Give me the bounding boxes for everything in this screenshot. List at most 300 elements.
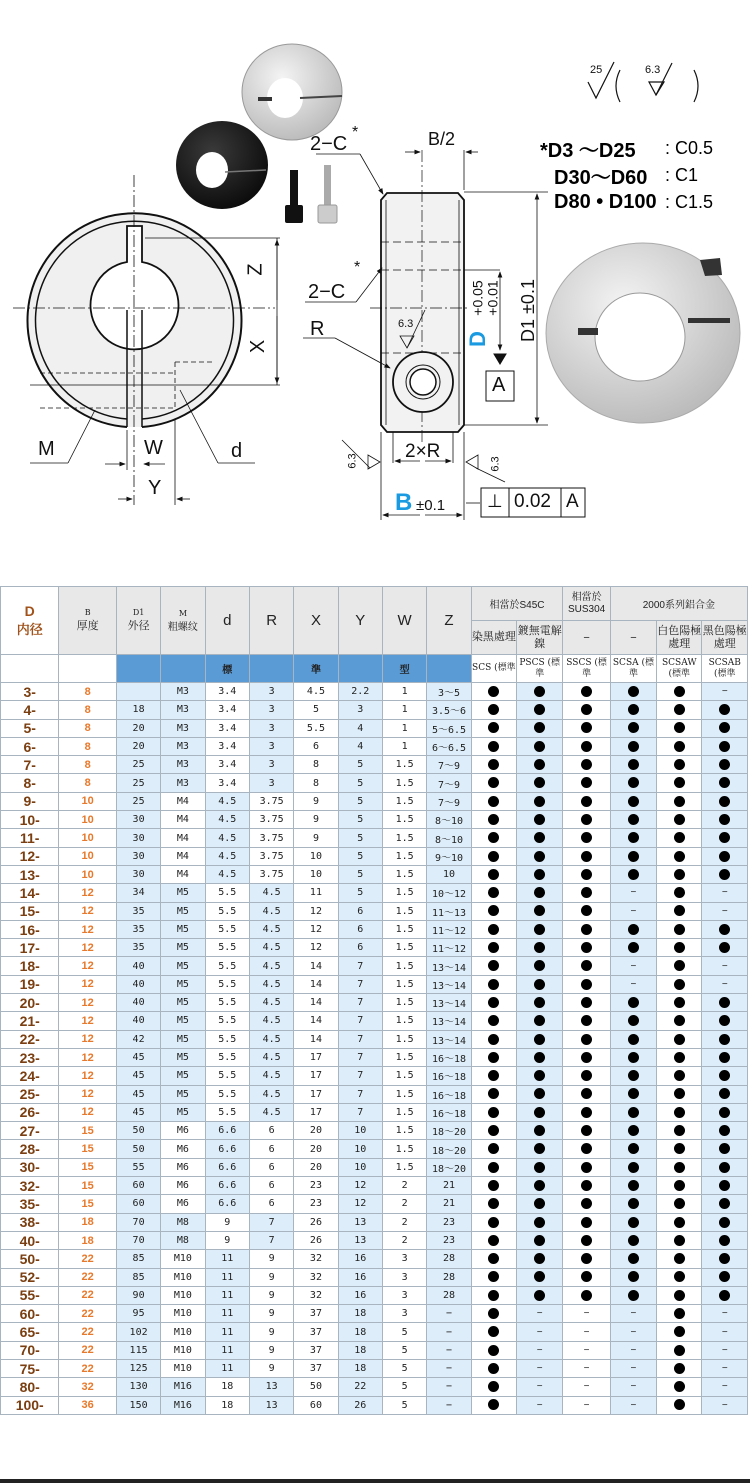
unavailable-dash	[702, 957, 748, 975]
available-dot-icon	[674, 777, 685, 788]
unavailable-dash: −	[721, 887, 728, 899]
available-dot-icon	[517, 829, 563, 847]
cell-thickness: 18	[59, 1213, 116, 1231]
available-dot-icon	[563, 1268, 610, 1286]
cell-thickness: 12	[59, 1103, 116, 1121]
cell-y: 3	[338, 701, 382, 719]
available-dot-icon	[563, 884, 610, 902]
cell-d1: 70	[116, 1231, 160, 1249]
unavailable-dash: −	[721, 1326, 728, 1338]
available-dot-icon	[471, 1012, 516, 1030]
chamfer-top-asterisk: *	[352, 124, 359, 141]
band-blank	[249, 655, 293, 683]
available-dot-icon	[719, 1052, 730, 1063]
available-dot-icon	[628, 741, 639, 752]
available-dot-icon	[581, 722, 592, 733]
table-row	[1, 1140, 748, 1158]
available-dot-icon	[657, 1140, 702, 1158]
cell-y: 26	[338, 1396, 382, 1414]
cell-y: 5	[338, 774, 382, 792]
cell-d: 4.5	[205, 865, 249, 883]
cell-y: 10	[338, 1158, 382, 1176]
available-dot-icon	[628, 704, 639, 715]
available-dot-icon	[563, 1012, 610, 1030]
cell-m: M5	[161, 1030, 205, 1048]
unavailable-dash: −	[583, 1344, 590, 1356]
available-dot-icon	[719, 1235, 730, 1246]
cell-r: 9	[249, 1286, 293, 1304]
available-dot-icon	[488, 796, 499, 807]
cell-z: −	[427, 1396, 471, 1414]
cell-x: 17	[294, 1085, 338, 1103]
available-dot-icon	[657, 1341, 702, 1359]
cell-d: 5.5	[205, 975, 249, 993]
available-dot-icon	[581, 1034, 592, 1045]
cell-m: M3	[161, 756, 205, 774]
available-dot-icon	[702, 1250, 748, 1268]
cell-d: 3.4	[205, 719, 249, 737]
available-dot-icon	[534, 1180, 545, 1191]
available-dot-icon	[719, 1125, 730, 1136]
cell-y: 5	[338, 756, 382, 774]
cell-r: 9	[249, 1341, 293, 1359]
available-dot-icon	[610, 737, 656, 755]
available-dot-icon	[471, 939, 516, 957]
cell-r: 3.75	[249, 865, 293, 883]
unavailable-dash: −	[583, 1381, 590, 1393]
available-dot-icon	[563, 811, 610, 829]
cell-d: 4.5	[205, 811, 249, 829]
available-dot-icon	[517, 994, 563, 1012]
cell-w: 5	[382, 1359, 426, 1377]
cell-x: 37	[294, 1323, 338, 1341]
cell-w: 1.5	[382, 792, 426, 810]
available-dot-icon	[657, 1268, 702, 1286]
cell-x: 5.5	[294, 719, 338, 737]
available-dot-icon	[517, 1268, 563, 1286]
dim-d-tol-lower: +0.01	[484, 280, 501, 316]
available-dot-icon	[581, 1015, 592, 1026]
cell-w: 5	[382, 1341, 426, 1359]
available-dot-icon	[471, 1103, 516, 1121]
available-dot-icon	[581, 1052, 592, 1063]
cell-r: 3	[249, 737, 293, 755]
available-dot-icon	[517, 957, 563, 975]
cell-x: 6	[294, 737, 338, 755]
cell-m: M5	[161, 994, 205, 1012]
cell-thickness: 12	[59, 957, 116, 975]
available-dot-icon	[719, 1253, 730, 1264]
code-scs: SCS (標準	[471, 655, 516, 683]
available-dot-icon	[610, 719, 656, 737]
available-dot-icon	[628, 814, 639, 825]
cell-thickness: 8	[59, 737, 116, 755]
cell-w: 1.5	[382, 1103, 426, 1121]
header-d1: D1 外径	[116, 587, 160, 655]
available-dot-icon	[488, 1363, 499, 1374]
cell-z: 13～14	[427, 1030, 471, 1048]
unavailable-dash	[610, 975, 656, 993]
available-dot-icon	[471, 994, 516, 1012]
cell-d1: 30	[116, 829, 160, 847]
available-dot-icon	[563, 1231, 610, 1249]
cell-y: 7	[338, 1048, 382, 1066]
black-collar-photo	[176, 121, 268, 209]
available-dot-icon	[674, 979, 685, 990]
available-dot-icon	[488, 1088, 499, 1099]
unavailable-dash	[702, 1323, 748, 1341]
cell-d: 9	[205, 1231, 249, 1249]
available-dot-icon	[471, 1122, 516, 1140]
available-dot-icon	[628, 869, 639, 880]
cell-m: M6	[161, 1177, 205, 1195]
available-dot-icon	[702, 1140, 748, 1158]
unavailable-dash: −	[536, 1308, 543, 1320]
cell-inner-diameter: 26-	[1, 1103, 59, 1121]
chamfer-notes	[540, 135, 713, 216]
cell-inner-diameter: 6-	[1, 737, 59, 755]
header-group-sus304: 相當於SUS304	[563, 587, 610, 621]
available-dot-icon	[471, 1213, 516, 1231]
available-dot-icon	[628, 1271, 639, 1282]
unavailable-dash: −	[721, 1381, 728, 1393]
cell-y: 7	[338, 1030, 382, 1048]
cell-d: 11	[205, 1268, 249, 1286]
cell-w: 2	[382, 1177, 426, 1195]
available-dot-icon	[534, 1253, 545, 1264]
available-dot-icon	[610, 756, 656, 774]
available-dot-icon	[534, 1143, 545, 1154]
available-dot-icon	[628, 722, 639, 733]
available-dot-icon	[581, 686, 592, 697]
cell-y: 5	[338, 847, 382, 865]
cell-w: 3	[382, 1305, 426, 1323]
available-dot-icon	[517, 811, 563, 829]
available-dot-icon	[719, 814, 730, 825]
available-dot-icon	[610, 1231, 656, 1249]
available-dot-icon	[563, 1286, 610, 1304]
available-dot-icon	[488, 1217, 499, 1228]
available-dot-icon	[488, 851, 499, 862]
available-dot-icon	[517, 1103, 563, 1121]
available-dot-icon	[610, 1213, 656, 1231]
cell-thickness: 12	[59, 1067, 116, 1085]
available-dot-icon	[471, 1341, 516, 1359]
available-dot-icon	[719, 869, 730, 880]
dim-b-half-label: B/2	[428, 129, 456, 149]
available-dot-icon	[674, 942, 685, 953]
cell-inner-diameter: 50-	[1, 1250, 59, 1268]
cell-m: M16	[161, 1378, 205, 1396]
available-dot-icon	[674, 924, 685, 935]
available-dot-icon	[702, 1177, 748, 1195]
cell-y: 5	[338, 884, 382, 902]
table-row	[1, 1378, 748, 1396]
roughness-secondary-value: 6.3	[645, 64, 661, 76]
cell-y: 5	[338, 865, 382, 883]
cell-d1: 125	[116, 1359, 160, 1377]
cell-inner-diameter: 4-	[1, 701, 59, 719]
cell-x: 14	[294, 1030, 338, 1048]
available-dot-icon	[488, 905, 499, 916]
cell-x: 50	[294, 1378, 338, 1396]
cell-inner-diameter: 13-	[1, 865, 59, 883]
cell-x: 12	[294, 939, 338, 957]
dim-d-tol-upper: +0.05	[469, 280, 486, 316]
available-dot-icon	[488, 1125, 499, 1136]
available-dot-icon	[674, 1070, 685, 1081]
available-dot-icon	[563, 829, 610, 847]
code-scsaw: SCSAW (標準	[657, 655, 702, 683]
available-dot-icon	[534, 905, 545, 916]
available-dot-icon	[657, 1158, 702, 1176]
cell-d1	[116, 683, 160, 701]
available-dot-icon	[702, 1067, 748, 1085]
cell-r: 6	[249, 1177, 293, 1195]
available-dot-icon	[657, 683, 702, 701]
cell-m: M10	[161, 1341, 205, 1359]
header-m: M 粗螺纹	[161, 587, 205, 655]
available-dot-icon	[563, 1250, 610, 1268]
cell-m: M3	[161, 701, 205, 719]
cell-y: 18	[338, 1305, 382, 1323]
available-dot-icon	[702, 829, 748, 847]
available-dot-icon	[488, 1290, 499, 1301]
table-row	[1, 975, 748, 993]
available-dot-icon	[702, 737, 748, 755]
unavailable-dash: −	[583, 1363, 590, 1375]
available-dot-icon	[581, 905, 592, 916]
cell-x: 10	[294, 847, 338, 865]
available-dot-icon	[471, 957, 516, 975]
table-row	[1, 1359, 748, 1377]
available-dot-icon	[719, 924, 730, 935]
header-d: D 内径	[1, 587, 59, 655]
cell-m: M10	[161, 1323, 205, 1341]
available-dot-icon	[674, 1326, 685, 1337]
cell-inner-diameter: 3-	[1, 683, 59, 701]
unavailable-dash: −	[721, 686, 728, 698]
available-dot-icon	[581, 1143, 592, 1154]
available-dot-icon	[702, 811, 748, 829]
cell-w: 2	[382, 1195, 426, 1213]
available-dot-icon	[534, 869, 545, 880]
available-dot-icon	[657, 811, 702, 829]
available-dot-icon	[674, 1290, 685, 1301]
cell-x: 9	[294, 811, 338, 829]
cell-x: 23	[294, 1195, 338, 1213]
cell-thickness: 8	[59, 756, 116, 774]
perpendicularity-datum: A	[566, 491, 579, 512]
unavailable-dash	[563, 1305, 610, 1323]
available-dot-icon	[517, 1067, 563, 1085]
table-row	[1, 920, 748, 938]
technical-drawing	[0, 0, 750, 560]
cell-z: 18～20	[427, 1122, 471, 1140]
header-r: R	[249, 587, 293, 655]
available-dot-icon	[657, 884, 702, 902]
cell-m: M5	[161, 1103, 205, 1121]
available-dot-icon	[610, 865, 656, 883]
roughness-main-value: 25	[590, 64, 603, 76]
available-dot-icon	[719, 1088, 730, 1099]
cell-d: 6.6	[205, 1140, 249, 1158]
cell-y: 12	[338, 1195, 382, 1213]
cell-w: 1.5	[382, 774, 426, 792]
cell-w: 1.5	[382, 847, 426, 865]
available-dot-icon	[581, 979, 592, 990]
available-dot-icon	[702, 1030, 748, 1048]
cell-x: 37	[294, 1305, 338, 1323]
available-dot-icon	[581, 759, 592, 770]
cell-m: M8	[161, 1213, 205, 1231]
available-dot-icon	[471, 1250, 516, 1268]
cell-z: 28	[427, 1250, 471, 1268]
cell-inner-diameter: 75-	[1, 1359, 59, 1377]
available-dot-icon	[581, 1198, 592, 1209]
available-dot-icon	[657, 1231, 702, 1249]
dim-z-label: Z	[244, 263, 267, 276]
available-dot-icon	[674, 1253, 685, 1264]
cell-r: 4.5	[249, 1012, 293, 1030]
cell-w: 2	[382, 1231, 426, 1249]
available-dot-icon	[534, 997, 545, 1008]
table-row	[1, 774, 748, 792]
cell-z: 7～9	[427, 774, 471, 792]
available-dot-icon	[471, 1085, 516, 1103]
available-dot-icon	[471, 865, 516, 883]
unavailable-dash	[702, 975, 748, 993]
available-dot-icon	[517, 1012, 563, 1030]
cell-z: 11～12	[427, 920, 471, 938]
cell-z: 10～12	[427, 884, 471, 902]
cell-thickness: 12	[59, 1030, 116, 1048]
unavailable-dash: −	[721, 1399, 728, 1411]
available-dot-icon	[674, 1143, 685, 1154]
available-dot-icon	[657, 1305, 702, 1323]
available-dot-icon	[563, 756, 610, 774]
cell-w: 3	[382, 1250, 426, 1268]
cell-inner-diameter: 25-	[1, 1085, 59, 1103]
cell-d: 4.5	[205, 829, 249, 847]
available-dot-icon	[471, 1286, 516, 1304]
available-dot-icon	[674, 887, 685, 898]
available-dot-icon	[674, 1180, 685, 1191]
available-dot-icon	[581, 1235, 592, 1246]
available-dot-icon	[581, 1180, 592, 1191]
dim-y-label: Y	[148, 477, 162, 499]
cell-z: 10	[427, 865, 471, 883]
cell-m: M6	[161, 1195, 205, 1213]
cell-inner-diameter: 16-	[1, 920, 59, 938]
available-dot-icon	[471, 1177, 516, 1195]
available-dot-icon	[517, 756, 563, 774]
header-white-anodize: 白色陽極處理	[657, 621, 702, 655]
cell-w: 1.5	[382, 1140, 426, 1158]
cell-z: 5～6.5	[427, 719, 471, 737]
unavailable-dash: −	[583, 1326, 590, 1338]
cell-y: 16	[338, 1268, 382, 1286]
available-dot-icon	[471, 1396, 516, 1414]
cell-d1: 35	[116, 939, 160, 957]
cell-inner-diameter: 7-	[1, 756, 59, 774]
available-dot-icon	[534, 759, 545, 770]
cell-r: 9	[249, 1305, 293, 1323]
dim-b-tolerance: ±0.1	[416, 497, 446, 514]
available-dot-icon	[581, 997, 592, 1008]
available-dot-icon	[563, 939, 610, 957]
cell-y: 6	[338, 939, 382, 957]
table-row	[1, 1213, 748, 1231]
available-dot-icon	[488, 1162, 499, 1173]
cell-w: 1.5	[382, 975, 426, 993]
unavailable-dash	[563, 1396, 610, 1414]
header-black-anodize: 黑色陽極處理	[702, 621, 748, 655]
cell-z: 28	[427, 1286, 471, 1304]
available-dot-icon	[628, 1143, 639, 1154]
available-dot-icon	[517, 737, 563, 755]
cell-thickness: 12	[59, 1012, 116, 1030]
cell-r: 3	[249, 719, 293, 737]
cell-m: M5	[161, 1085, 205, 1103]
header-black-oxide: 染黑處理	[471, 621, 516, 655]
cell-x: 11	[294, 884, 338, 902]
cell-w: 1	[382, 737, 426, 755]
cell-d1: 102	[116, 1323, 160, 1341]
available-dot-icon	[657, 1067, 702, 1085]
available-dot-icon	[488, 1253, 499, 1264]
available-dot-icon	[702, 1231, 748, 1249]
available-dot-icon	[628, 1052, 639, 1063]
available-dot-icon	[563, 683, 610, 701]
unavailable-dash	[610, 1323, 656, 1341]
cell-z: 16～18	[427, 1085, 471, 1103]
available-dot-icon	[628, 1162, 639, 1173]
cell-w: 1.5	[382, 1085, 426, 1103]
available-dot-icon	[674, 796, 685, 807]
available-dot-icon	[674, 741, 685, 752]
available-dot-icon	[563, 1048, 610, 1066]
available-dot-icon	[719, 1107, 730, 1118]
cell-thickness: 12	[59, 1085, 116, 1103]
cell-inner-diameter: 80-	[1, 1378, 59, 1396]
available-dot-icon	[628, 851, 639, 862]
cell-w: 3	[382, 1286, 426, 1304]
cell-w: 1.5	[382, 939, 426, 957]
available-dot-icon	[719, 1162, 730, 1173]
available-dot-icon	[488, 1070, 499, 1081]
unavailable-dash	[517, 1396, 563, 1414]
unavailable-dash	[610, 1305, 656, 1323]
cell-y: 7	[338, 975, 382, 993]
unavailable-dash: −	[536, 1399, 543, 1411]
available-dot-icon	[563, 1103, 610, 1121]
cell-d: 3.4	[205, 683, 249, 701]
available-dot-icon	[702, 792, 748, 810]
available-dot-icon	[517, 975, 563, 993]
cell-d: 5.5	[205, 994, 249, 1012]
cell-inner-diameter: 32-	[1, 1177, 59, 1195]
available-dot-icon	[471, 920, 516, 938]
cell-r: 6	[249, 1195, 293, 1213]
chamfer-note: D30～D60 : C1	[554, 165, 699, 189]
unavailable-dash: −	[583, 1308, 590, 1320]
cell-y: 22	[338, 1378, 382, 1396]
cell-thickness: 8	[59, 774, 116, 792]
cell-d: 5.5	[205, 939, 249, 957]
bottom-divider	[0, 1479, 750, 1483]
available-dot-icon	[563, 774, 610, 792]
